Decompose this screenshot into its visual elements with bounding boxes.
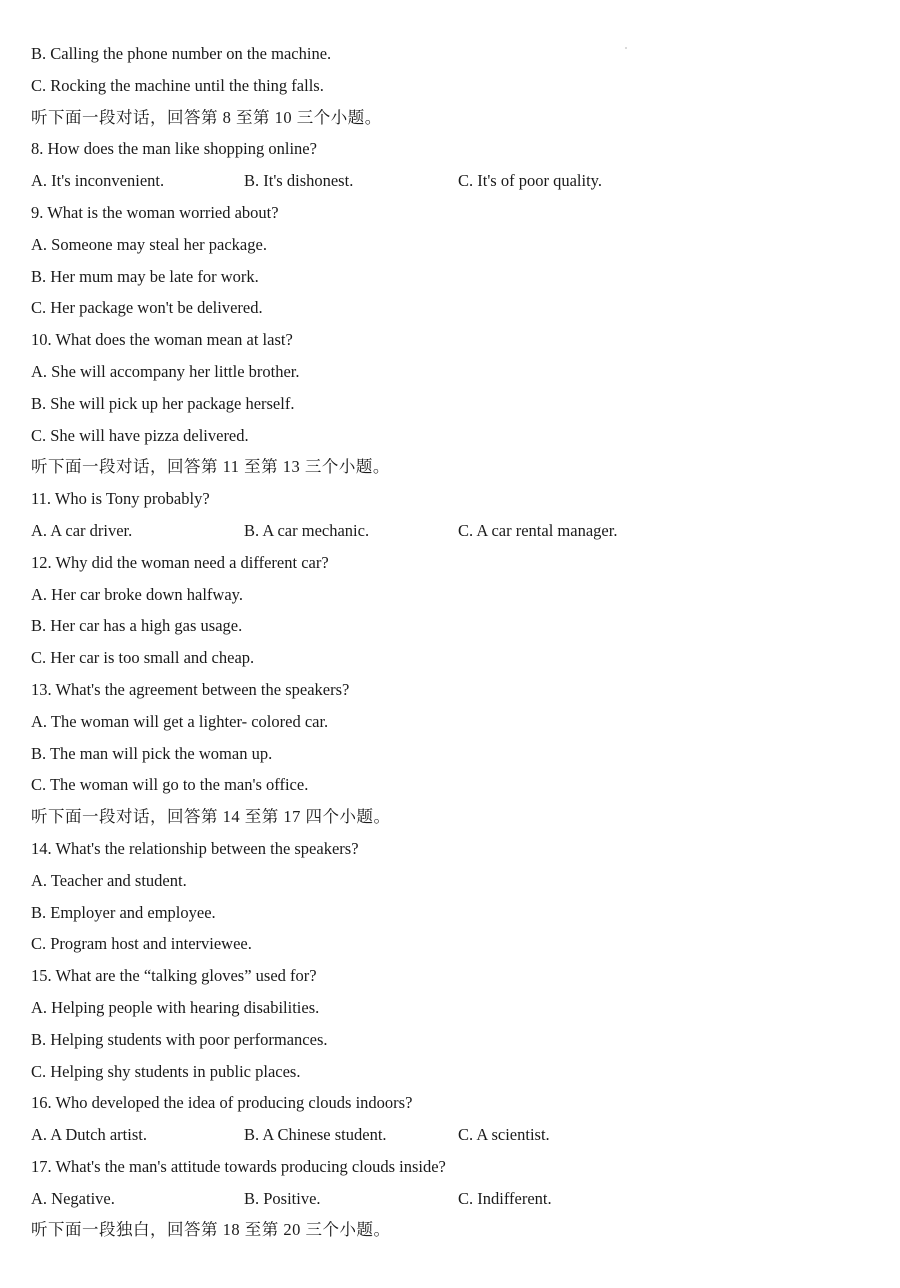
- q10-option-a: A. She will accompany her little brother.: [31, 361, 300, 381]
- q12-option-c: C. Her car is too small and cheap.: [31, 648, 255, 668]
- q10-option-c: C. She will have pizza delivered.: [31, 425, 249, 445]
- q16-options: [31, 1123, 871, 1155]
- q11-options: [31, 519, 871, 551]
- q14-option-b: B. Employer and employee.: [31, 902, 216, 922]
- q9-option-c: C. Her package won't be delivered.: [31, 298, 263, 318]
- q14-stem: 14. What's the relationship between the speakers?: [31, 838, 359, 858]
- q10-stem: 10. What does the woman mean at last?: [31, 330, 293, 350]
- q14-option-a: A. Teacher and student.: [31, 870, 187, 890]
- q8-options: [31, 169, 871, 201]
- q11-option-c: C. A car rental manager.: [458, 520, 618, 540]
- section-instruction-14-17: 听下面一段对话，回答第 14 至第 17 四个小题。: [31, 807, 391, 827]
- q17-option-c: C. Indifferent.: [458, 1188, 552, 1208]
- q11-option-a: A. A car driver.: [31, 520, 133, 540]
- q8-stem: 8. How does the man like shopping online?: [31, 139, 317, 159]
- q17-stem: 17. What's the man's attitude towards producing clouds inside?: [31, 1156, 446, 1176]
- q12-option-b: B. Her car has a high gas usage.: [31, 616, 243, 636]
- q16-option-a: A. A Dutch artist.: [31, 1125, 147, 1145]
- q7-option-c: C. Rocking the machine until the thing falls.: [31, 75, 324, 95]
- q16-option-b: B. A Chinese student.: [244, 1125, 387, 1145]
- q15-option-b: B. Helping students with poor performances.: [31, 1029, 328, 1049]
- q8-option-b: B. It's dishonest.: [244, 171, 354, 191]
- q16-stem: 16. Who developed the idea of producing clouds indoors?: [31, 1093, 413, 1113]
- q15-option-a: A. Helping people with hearing disabilities.: [31, 997, 320, 1017]
- section-instruction-18-20: 听下面一段独白，回答第 18 至第 20 三个小题。: [31, 1220, 391, 1240]
- exam-page: [31, 42, 871, 1250]
- q13-option-c: C. The woman will go to the man's office.: [31, 775, 309, 795]
- q14-option-c: C. Program host and interviewee.: [31, 934, 252, 954]
- section-instruction-11-13: 听下面一段对话，回答第 11 至第 13 三个小题。: [31, 457, 390, 477]
- q12-option-a: A. Her car broke down halfway.: [31, 584, 243, 604]
- q15-option-c: C. Helping shy students in public places.: [31, 1061, 301, 1081]
- q13-option-b: B. The man will pick the woman up.: [31, 743, 273, 763]
- q9-option-b: B. Her mum may be late for work.: [31, 266, 259, 286]
- q8-option-a: A. It's inconvenient.: [31, 171, 165, 191]
- section-instruction-8-10: 听下面一段对话，回答第 8 至第 10 三个小题。: [31, 107, 382, 127]
- q8-option-c: C. It's of poor quality.: [458, 171, 602, 191]
- q17-option-a: A. Negative.: [31, 1188, 115, 1208]
- q9-option-a: A. Someone may steal her package.: [31, 234, 267, 254]
- q9-stem: 9. What is the woman worried about?: [31, 202, 279, 222]
- q17-option-b: B. Positive.: [244, 1188, 321, 1208]
- q7-option-b: B. Calling the phone number on the machine.: [31, 44, 332, 63]
- q12-stem: 12. Why did the woman need a different car?: [31, 552, 329, 572]
- q10-option-b: B. She will pick up her package herself.: [31, 393, 295, 413]
- q11-stem: 11. Who is Tony probably?: [31, 489, 210, 509]
- q15-stem: 15. What are the “talking gloves” used for?: [31, 966, 317, 986]
- q13-stem: 13. What's the agreement between the speakers?: [31, 679, 350, 699]
- q13-option-a: A. The woman will get a lighter- colored car.: [31, 711, 329, 731]
- q16-option-c: C. A scientist.: [458, 1125, 550, 1145]
- q17-options: [31, 1187, 871, 1219]
- q11-option-b: B. A car mechanic.: [244, 520, 370, 540]
